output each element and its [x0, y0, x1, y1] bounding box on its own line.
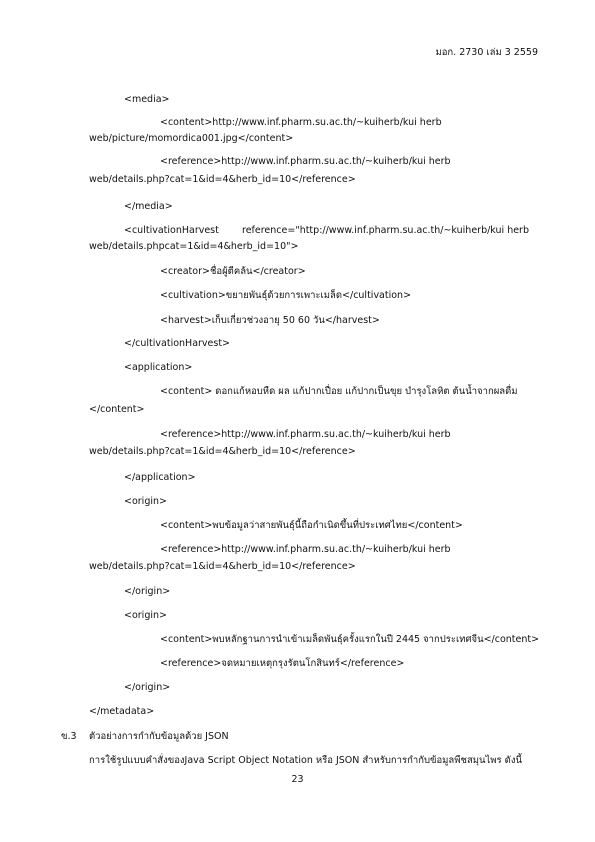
- xml-line: <content> ดอกแก้หอบหืด ผล แก้ปากเปื่อย แก้ปากเป็นขุย บำรุงโลหิต ต้นน้ำจากผลดื่ม: [160, 386, 518, 397]
- xml-line: <media>: [124, 94, 170, 105]
- xml-line: web/details.php?cat=1&id=4&herb_id=10</reference>: [89, 446, 356, 457]
- xml-line: <creator>ชื่อผู้ตีคล้น</creator>: [160, 266, 306, 277]
- xml-line: <content>พบข้อมูลว่าสายพันธุ์นี้ถือกำเนิดขึ้นที่ประเทศไทย</content>: [160, 520, 463, 531]
- xml-line: </media>: [124, 201, 173, 212]
- body-paragraph: การใช้รูปแบบคำสั่งของJava Script Object Notation หรือ JSON สำหรับการกำกับข้อมูลพืชสมุนไพร ดังนี้: [89, 755, 522, 766]
- section-heading: ตัวอย่างการกำกับข้อมูลด้วย JSON: [89, 731, 229, 742]
- section-number: ข.3: [61, 731, 77, 742]
- standard-reference: มอก. 2730 เล่ม 3 2559: [435, 47, 538, 58]
- xml-line: </content>: [89, 404, 145, 415]
- xml-line: web/details.php?cat=1&id=4&herb_id=10</reference>: [89, 174, 356, 185]
- xml-line: </origin>: [124, 682, 171, 693]
- xml-line: <reference>http://www.inf.pharm.su.ac.th/~kuiherb/kui herb: [160, 544, 451, 555]
- xml-line: </origin>: [124, 586, 171, 597]
- xml-line: <origin>: [124, 496, 167, 507]
- xml-line: <content>http://www.inf.pharm.su.ac.th/~kuiherb/kui herb: [160, 117, 442, 128]
- xml-line: web/picture/momordica001.jpg</content>: [89, 133, 294, 144]
- xml-line: <cultivationHarvest: [124, 225, 219, 236]
- page-number: 23: [291, 774, 304, 785]
- xml-line: <reference>จดหมายเหตุกรุงรัตนโกสินทร์</reference>: [160, 658, 405, 669]
- xml-line: <reference>http://www.inf.pharm.su.ac.th/~kuiherb/kui herb: [160, 156, 451, 167]
- xml-line: </application>: [124, 472, 196, 483]
- xml-line: <origin>: [124, 610, 167, 621]
- xml-line: <reference>http://www.inf.pharm.su.ac.th/~kuiherb/kui herb: [160, 429, 451, 440]
- xml-line: </cultivationHarvest>: [124, 338, 231, 349]
- xml-line: <cultivation>ขยายพันธุ์ด้วยการเพาะเมล็ด</cultivation>: [160, 290, 412, 301]
- xml-line: </metadata>: [89, 706, 155, 717]
- xml-line: <application>: [124, 362, 193, 373]
- xml-line: <harvest>เก็บเกี่ยวช่วงอายุ 50 60 วัน</harvest>: [160, 315, 380, 326]
- xml-line: <content>พบหลักฐานการนำเข้าเมล็ดพันธุ์ครั้งแรกในปี 2445 จากประเทศจีน</content>: [160, 634, 540, 645]
- xml-line: web/details.php?cat=1&id=4&herb_id=10</reference>: [89, 561, 356, 572]
- xml-line: web/details.phpcat=1&id=4&herb_id=10">: [89, 241, 299, 252]
- xml-line: reference="http://www.inf.pharm.su.ac.th/~kuiherb/kui herb: [242, 225, 529, 236]
